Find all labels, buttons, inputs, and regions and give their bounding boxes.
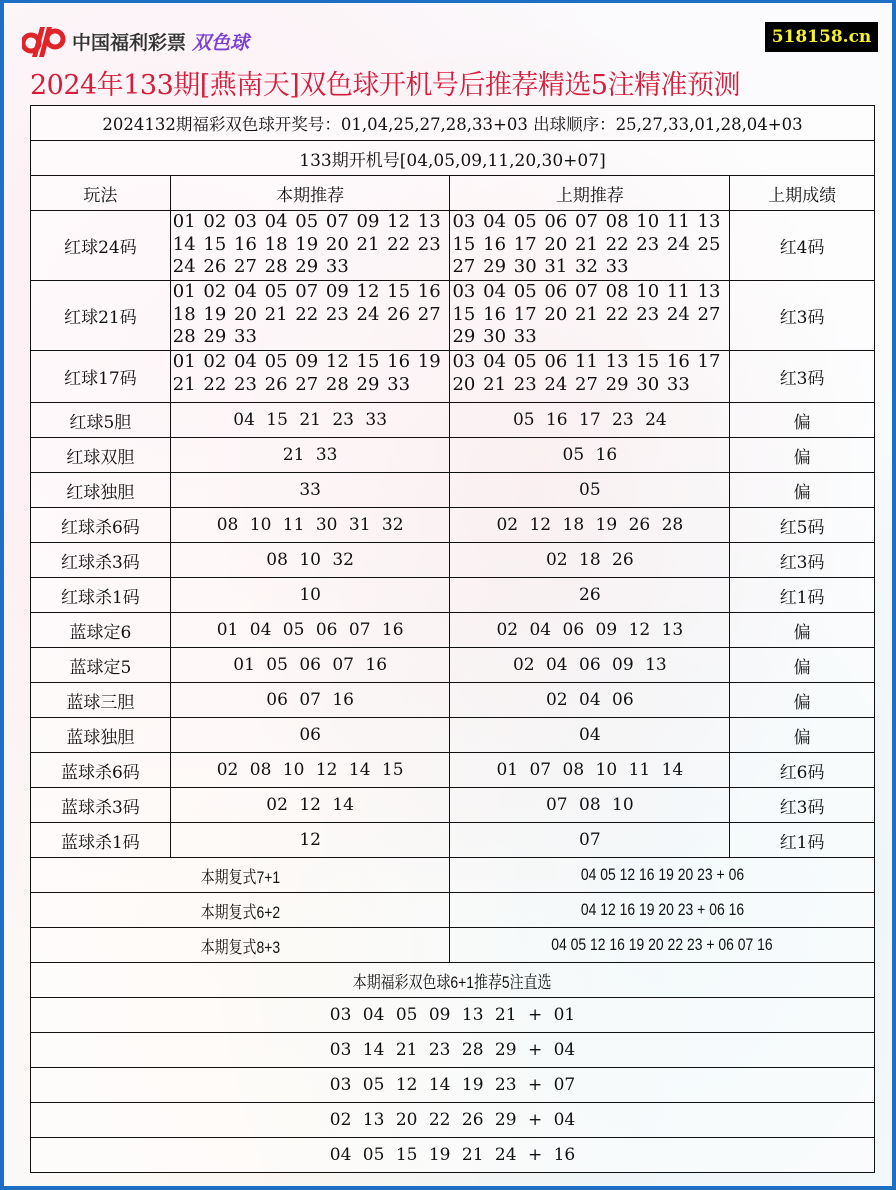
compound-numbers (450, 893, 875, 928)
header-previous: 上期推荐 (450, 176, 730, 211)
compound-label-text: 本期复式6+2 (200, 902, 280, 922)
compound-label (31, 893, 450, 928)
play-label: 蓝球杀1码 (31, 823, 171, 858)
current-numbers: 01 02 04 05 09 12 15 16 19 21 22 23 26 27 28 29 33 (170, 351, 450, 403)
previous-numbers: 02 04 06 09 13 (450, 648, 730, 683)
play-label: 红球杀3码 (31, 543, 171, 578)
pick-row (31, 1068, 875, 1103)
previous-numbers: 03 04 05 06 07 08 10 11 13 15 16 17 20 21 22 23 24 27 29 30 33 (450, 281, 730, 351)
current-numbers: 01 02 03 04 05 07 09 12 13 14 15 16 18 19 20 21 22 23 24 26 27 28 29 33 (170, 211, 450, 281)
compound-label (31, 928, 450, 963)
play-label: 红球24码 (31, 211, 171, 281)
current-numbers: 01 04 05 06 07 16 (170, 613, 450, 648)
previous-numbers: 07 (450, 823, 730, 858)
pick-line: 03 14 21 23 28 29 + 04 (31, 1033, 875, 1068)
page-title: 2024年133期[燕南天]双色球开机号后推荐精选5注精准预测 (30, 70, 740, 101)
logo-ssq-text: 双色球 (192, 31, 250, 54)
play-label: 红球21码 (31, 281, 171, 351)
logo-text: 中国福利彩票 (72, 31, 187, 54)
previous-numbers: 03 04 05 06 11 13 15 16 17 20 21 23 24 27 29 30 33 (450, 351, 730, 403)
picks-title (31, 963, 875, 998)
header-play: 玩法 (31, 176, 171, 211)
pick-line: 03 04 05 09 13 21 + 01 (31, 998, 875, 1033)
table-row (31, 613, 875, 648)
pick-row (31, 1103, 875, 1138)
compound-numbers (450, 928, 875, 963)
table-row (31, 211, 875, 281)
previous-numbers: 05 (450, 473, 730, 508)
play-label: 红球5胆 (31, 403, 171, 438)
compound-row (31, 893, 875, 928)
result: 红3码 (730, 788, 875, 823)
current-numbers: 01 02 04 05 07 09 12 15 16 18 19 20 21 22 23 24 26 27 28 29 33 (170, 281, 450, 351)
table-row (31, 718, 875, 753)
machine-numbers: 133期开机号[04,05,09,11,20,30+07] (31, 141, 875, 176)
compound-label-text: 本期复式7+1 (200, 867, 280, 887)
result: 偏 (730, 648, 875, 683)
previous-numbers: 05 16 17 23 24 (450, 403, 730, 438)
result: 偏 (730, 403, 875, 438)
header-current: 本期推荐 (170, 176, 450, 211)
page-frame (4, 3, 892, 1186)
compound-numbers-text: 04 12 16 19 20 23 + 06 16 (580, 900, 744, 919)
result: 红6码 (730, 753, 875, 788)
result: 红4码 (730, 211, 875, 281)
table-row (31, 508, 875, 543)
current-numbers: 02 08 10 12 14 15 (170, 753, 450, 788)
current-numbers: 08 10 32 (170, 543, 450, 578)
previous-draw-info: 2024132期福彩双色球开奖号：01,04,25,27,28,33+03 出球顺序：25,27,33,01,28,04+03 (31, 106, 875, 141)
table-row (31, 648, 875, 683)
current-numbers: 04 15 21 23 33 (170, 403, 450, 438)
lottery-logo (22, 23, 249, 59)
play-label: 红球独胆 (31, 473, 171, 508)
current-numbers: 12 (170, 823, 450, 858)
result: 红1码 (730, 578, 875, 613)
prediction-table (30, 105, 875, 1173)
pick-row (31, 1033, 875, 1068)
current-numbers: 10 (170, 578, 450, 613)
compound-label-text: 本期复式8+3 (200, 937, 280, 957)
result: 偏 (730, 683, 875, 718)
result: 红3码 (730, 351, 875, 403)
play-label: 红球17码 (31, 351, 171, 403)
play-label: 蓝球定6 (31, 613, 171, 648)
compound-label (31, 858, 450, 893)
table-row (31, 823, 875, 858)
table-row (31, 543, 875, 578)
compound-row (31, 928, 875, 963)
play-label: 蓝球杀6码 (31, 753, 171, 788)
current-numbers: 06 07 16 (170, 683, 450, 718)
current-numbers: 08 10 11 30 31 32 (170, 508, 450, 543)
previous-numbers: 05 16 (450, 438, 730, 473)
previous-numbers: 02 04 06 (450, 683, 730, 718)
table-row (31, 438, 875, 473)
result: 红1码 (730, 823, 875, 858)
table-header-row (31, 176, 875, 211)
compound-numbers (450, 858, 875, 893)
previous-draw-row (31, 106, 875, 141)
current-numbers: 06 (170, 718, 450, 753)
previous-numbers: 26 (450, 578, 730, 613)
previous-numbers: 02 12 18 19 26 28 (450, 508, 730, 543)
play-label: 蓝球独胆 (31, 718, 171, 753)
table-row (31, 683, 875, 718)
result: 红3码 (730, 281, 875, 351)
play-label: 蓝球杀3码 (31, 788, 171, 823)
machine-numbers-row (31, 141, 875, 176)
site-badge[interactable]: 518158.cn (765, 22, 878, 52)
compound-numbers-text: 04 05 12 16 19 20 22 23 + 06 07 16 (551, 935, 773, 954)
play-label: 红球杀1码 (31, 578, 171, 613)
pick-line: 03 05 12 14 19 23 + 07 (31, 1068, 875, 1103)
play-label: 蓝球三胆 (31, 683, 171, 718)
pick-row (31, 998, 875, 1033)
previous-numbers: 02 18 26 (450, 543, 730, 578)
previous-numbers: 04 (450, 718, 730, 753)
pick-line: 04 05 15 19 21 24 + 16 (31, 1138, 875, 1173)
cwl-logo-icon (22, 23, 66, 59)
table-row (31, 473, 875, 508)
result: 红5码 (730, 508, 875, 543)
compound-row (31, 858, 875, 893)
table-row (31, 281, 875, 351)
previous-numbers: 07 08 10 (450, 788, 730, 823)
compound-numbers-text: 04 05 12 16 19 20 23 + 06 (580, 865, 744, 884)
table-row (31, 578, 875, 613)
pick-line: 02 13 20 22 26 29 + 04 (31, 1103, 875, 1138)
header (4, 3, 892, 103)
result: 偏 (730, 718, 875, 753)
picks-title-text: 本期福彩双色球6+1推荐5注直选 (353, 972, 552, 992)
current-numbers: 33 (170, 473, 450, 508)
header-result: 上期成绩 (730, 176, 875, 211)
result: 偏 (730, 438, 875, 473)
result: 偏 (730, 473, 875, 508)
play-label: 红球双胆 (31, 438, 171, 473)
current-numbers: 02 12 14 (170, 788, 450, 823)
current-numbers: 21 33 (170, 438, 450, 473)
table-row (31, 753, 875, 788)
table-row (31, 351, 875, 403)
play-label: 蓝球定5 (31, 648, 171, 683)
result: 红3码 (730, 543, 875, 578)
pick-row (31, 1138, 875, 1173)
previous-numbers: 01 07 08 10 11 14 (450, 753, 730, 788)
play-label: 红球杀6码 (31, 508, 171, 543)
current-numbers: 01 05 06 07 16 (170, 648, 450, 683)
table-row (31, 403, 875, 438)
previous-numbers: 02 04 06 09 12 13 (450, 613, 730, 648)
picks-title-row (31, 963, 875, 998)
previous-numbers: 03 04 05 06 07 08 10 11 13 15 16 17 20 21 22 23 24 25 27 29 30 31 32 33 (450, 211, 730, 281)
table-row (31, 788, 875, 823)
result: 偏 (730, 613, 875, 648)
